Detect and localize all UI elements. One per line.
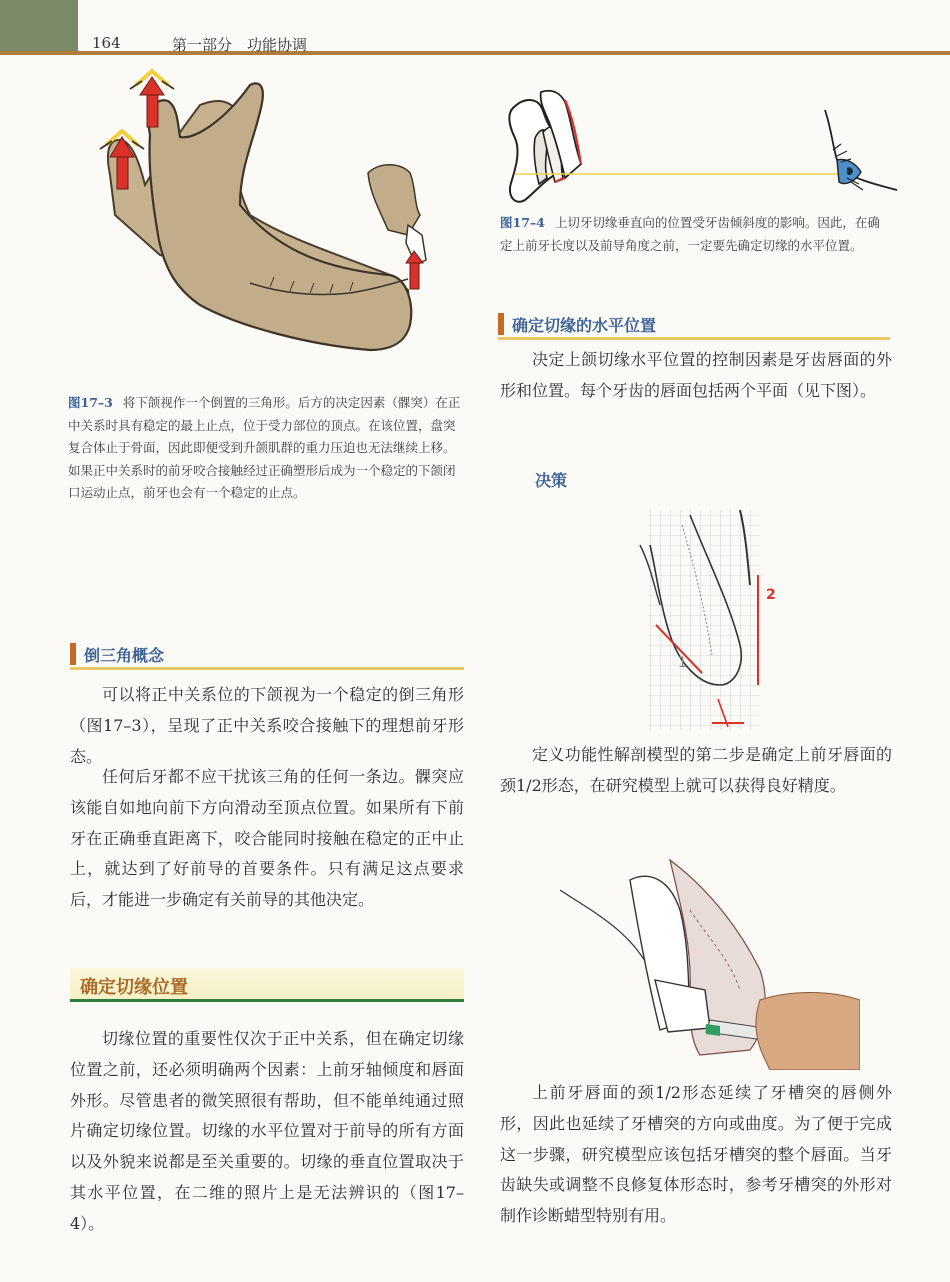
model-drawing-illustration <box>560 850 860 1070</box>
paragraph-decision-1: 定义功能性解剖模型的第二步是确定上前牙唇面的颈1/2形态，在研究模型上就可以获得良好精度。 <box>500 745 892 795</box>
grid-label-2: 2 <box>766 587 776 603</box>
figure-17-4-text: 上切牙切缘垂直向的位置受牙齿倾斜度的影响。因此，在确定上前牙长度以及前导角度之前，一定要先确定切缘的水平位置。 <box>500 215 880 253</box>
section-heading-inverted-triangle: 倒三角概念 <box>70 638 464 670</box>
running-head: 第一部分 功能协调 <box>172 36 308 54</box>
grid-label-1: 1 <box>678 655 687 671</box>
header-rule <box>0 51 950 55</box>
paragraph-inverted-triangle-1: 可以将正中关系位的下颌视为一个稳定的倒三角形（图17–3），呈现了正中关系咬合接触下的理想前牙形态。 <box>70 685 464 766</box>
figure-17-3-label: 图17–3 <box>68 395 113 410</box>
page-number: 164 <box>92 34 121 52</box>
figure-17-3-caption <box>68 392 466 505</box>
section-heading-incisal-position: 确定切缘位置 <box>70 968 464 1002</box>
section-heading-horizontal-position: 确定切缘的水平位置 <box>498 308 890 340</box>
header-color-tab <box>0 0 78 54</box>
figure-17-4-caption <box>500 212 892 257</box>
paragraph-incisal-position: 切缘位置的重要性仅次于正中关系，但在确定切缘位置之前，还必须明确两个因素：上前牙轴倾度和唇面外形。尽管患者的微笑照很有帮助，但不能单纯通过照片确定切缘位置。切缘的水平位置对于前导的所有方面以及外貌来说都是至关重要的。切缘的垂直位置取决于其水平位置，在二维的照片上是无法辨识的（图17–4）。 <box>70 1029 464 1233</box>
incisor-grid-illustration <box>620 505 780 735</box>
paragraph-inverted-triangle-2: 任何后牙都不应干扰该三角的任何一条边。髁突应该能自如地向前下方向滑动至顶点位置。如果所有下前牙在正确垂直距离下，咬合能同时接触在稳定的正中止上，就达到了好前导的首要条件。只有满足这点要求后，才能进一步确定有关前导的其他决定。 <box>70 767 464 910</box>
figure-17-4-label: 图17–4 <box>500 215 545 230</box>
decision-heading: 决策 <box>535 471 568 490</box>
paragraph-horizontal-position: 决定上颌切缘水平位置的控制因素是牙齿唇面的外形和位置。每个牙齿的唇面包括两个平面（见下图）。 <box>500 350 892 400</box>
mandible-illustration <box>90 65 450 385</box>
paragraph-decision-2: 上前牙唇面的颈1/2形态延续了牙槽突的唇侧外形，因此也延续了牙槽突的方向或曲度。为了便于完成这一步骤，研究模型应该包括牙槽突的整个唇面。当牙齿缺失或调整不良修复体形态时，参考牙槽突的外形对制作诊断蜡型特别有用。 <box>500 1083 892 1226</box>
figure-17-3-text: 将下颌视作一个倒置的三角形。后方的决定因素（髁突）在正中关系时具有稳定的最上止点，位于受力部位的顶点。在该位置，盘突复合体止于骨面，因此即便受到升颌肌群的重力压迫也无法继续上移。如果正中关系时的前牙咬合接触经过正确塑形后成为一个稳定的下颌闭口运动止点，前牙也会有一个稳定的止点。 <box>68 395 461 500</box>
tooth-eye-illustration <box>495 88 905 213</box>
